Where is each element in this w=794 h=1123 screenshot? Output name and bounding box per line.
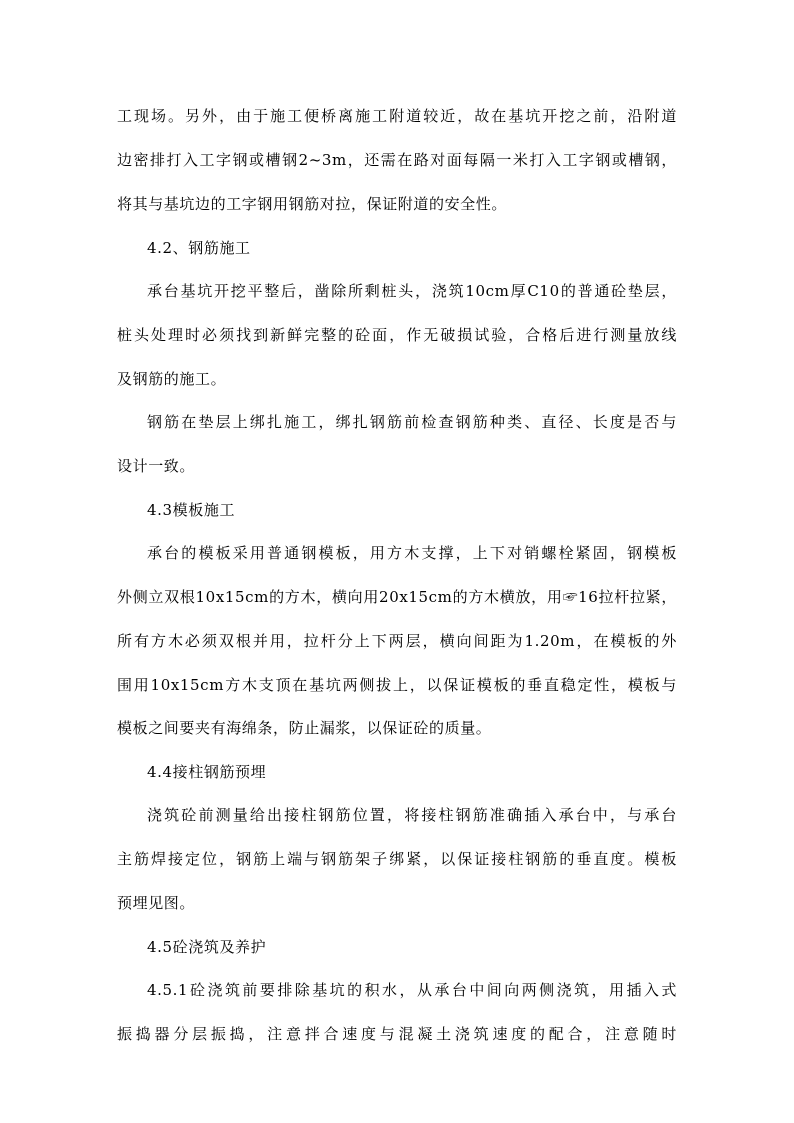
paragraph-line: 4.5.1砼浇筑前要排除基坑的积水，从承台中间向两侧浇筑，用插入式 <box>147 981 677 999</box>
paragraph-line: 钢筋在垫层上绑扎施工，绑扎钢筋前检查钢筋种类、直径、长度是否与 <box>147 413 677 431</box>
paragraph-line: 围用10x15cm方木支顶在基坑两侧拔上，以保证模板的垂直稳定性，模板与 <box>117 676 677 694</box>
paragraph-line: 设计一致。 <box>117 457 196 475</box>
paragraph-line: 预埋见图。 <box>117 894 196 912</box>
paragraph-line: 浇筑砼前测量给出接柱钢筋位置，将接柱钢筋准确插入承台中，与承台 <box>147 806 677 824</box>
paragraph-line: 承台基坑开挖平整后，凿除所剩桩头，浇筑10cm厚C10的普通砼垫层， <box>147 282 677 300</box>
paragraph-line: 所有方木必须双根并用，拉杆分上下两层，横向间距为1.20m，在模板的外 <box>117 632 677 650</box>
paragraph-line: 模板之间要夹有海绵条，防止漏浆，以保证砼的质量。 <box>117 719 492 737</box>
paragraph-line: 振捣器分层振捣，注意拌合速度与混凝土浇筑速度的配合，注意随时 <box>117 1025 677 1043</box>
section-heading: 4.4接柱钢筋预埋 <box>147 763 267 781</box>
section-heading: 4.5砼浇筑及养护 <box>147 938 267 956</box>
paragraph-line: 边密排打入工字钢或槽钢2~3m，还需在路对面每隔一米打入工字钢或槽钢， <box>117 151 677 169</box>
paragraph-line: 及钢筋的施工。 <box>117 370 227 388</box>
section-heading: 4.2、钢筋施工 <box>147 239 251 257</box>
paragraph-line: 承台的模板采用普通钢模板，用方木支撑，上下对销螺栓紧固，钢模板 <box>147 544 677 562</box>
section-heading: 4.3模板施工 <box>147 501 236 519</box>
paragraph-line: 外侧立双根10x15cm的方木，横向用20x15cm的方木横放，用☞16拉杆拉紧， <box>117 588 677 606</box>
paragraph-line: 将其与基坑边的工字钢用钢筋对拉，保证附道的安全性。 <box>117 195 508 213</box>
paragraph-line: 桩头处理时必须找到新鲜完整的砼面，作无破损试验，合格后进行测量放线 <box>117 326 677 344</box>
paragraph-line: 工现场。另外，由于施工便桥离施工附道较近，故在基坑开挖之前，沿附道 <box>117 107 677 125</box>
paragraph-line: 主筋焊接定位，钢筋上端与钢筋架子绑紧，以保证接柱钢筋的垂直度。模板 <box>117 850 677 868</box>
